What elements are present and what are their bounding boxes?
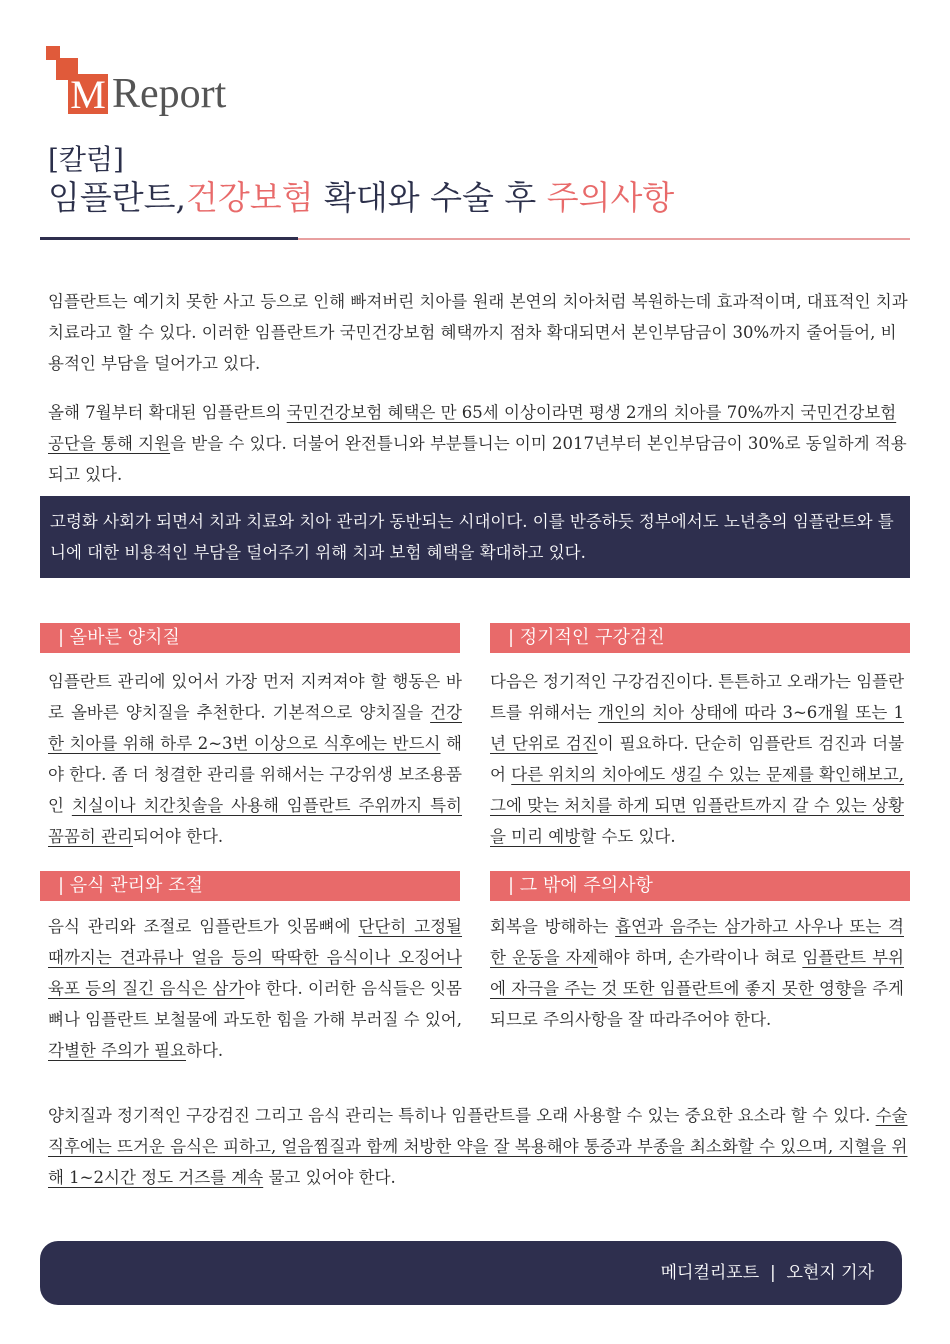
section-text: 해야 한다. 좀 더 청결한 관리를 위해서는 구강위생 보조용품인 <box>48 734 462 815</box>
title-highlight-2: 주의사항 <box>546 178 675 217</box>
closing-underlined: 수술 직후에는 뜨거운 음식은 피하고, 얼음찜질과 함께 처방한 약을 잘 복용해야 통증과 부종을 최소화할 수 있으며, 지혈을 위해 1~2시간 정도 거즈를 계속 <box>48 1106 908 1187</box>
intro-paragraph-2 <box>48 397 908 490</box>
section-heading-diet: | 음식 관리와 조절 <box>40 871 460 901</box>
section-heading-brushing: | 올바른 양치질 <box>40 623 460 653</box>
intro-p2-text-a: 올해 7월부터 확대된 임플란트의 <box>48 403 287 422</box>
callout-box: 고령화 사회가 되면서 치과 치료와 치아 관리가 동반되는 시대이다. 이를 반증하듯 정부에서도 노년층의 임플란트와 틀니에 대한 비용적인 부담을 덜어주기 위해 치과 보험 혜택을 확대하고 있다. <box>40 496 910 578</box>
section-body-diet <box>48 911 462 1066</box>
section-underlined: 치실이나 치간칫솔을 사용해 임플란트 주위까지 특히 꼼꼼히 관리 <box>48 796 462 846</box>
section-text: 야 한다. 이러한 음식들은 잇몸뼈나 임플란트 보철물에 과도한 힘을 가해 부러질 수 있어, <box>48 979 462 1029</box>
section-underlined: 개인의 치아 상태에 따라 3~6개월 또는 1년 단위로 검진 <box>490 703 904 753</box>
section-underlined: 흡연과 음주는 삼가하고 사우나 또는 격한 운동을 자제 <box>490 917 904 967</box>
article-category: [칼럼] <box>48 143 124 176</box>
section-underlined: 단단히 고정될 때까지는 견과류나 얼음 등의 딱딱한 음식이나 오징어나 육포 등의 질긴 음식은 삼가 <box>48 917 463 998</box>
section-underlined: 각별한 주의가 필요 <box>48 1041 187 1060</box>
section-underlined: 임플란트 부위에 자극을 주는 것 또한 임플란트에 좋지 못한 영향 <box>490 948 904 998</box>
section-text: 이 필요하다. 단순히 임플란트 검진과 더불어 <box>490 734 905 784</box>
section-body-other <box>490 911 904 1035</box>
section-text: 해야 하며, 손가락이나 혀로 <box>597 948 803 967</box>
section-body-checkup <box>490 666 904 852</box>
section-text: 되어야 한다. <box>132 827 224 846</box>
section-heading-other: | 그 밖에 주의사항 <box>490 871 910 901</box>
logo-wordmark: Report <box>112 71 227 117</box>
section-text: 임플란트 관리에 있어서 가장 먼저 지켜져야 할 행동은 바로 올바른 양치질을 추천한다. 기본적으로 양치질을 <box>48 672 462 722</box>
article-title <box>48 172 674 219</box>
byline-footer: 메디컬리포트 | 오현지 기자 <box>40 1241 902 1305</box>
section-underlined: 다른 위치의 치아에도 생길 수 있는 문제를 확인해보고, 그에 맞는 처치를 하게 되면 임플란트까지 갈 수 있는 상황을 미리 예방 <box>490 765 904 846</box>
title-rule-pink <box>298 238 910 240</box>
intro-paragraph-1: 임플란트는 예기치 못한 사고 등으로 인해 빠져버린 치아를 원래 본연의 치아처럼 복원하는데 효과적이며, 대표적인 치과 치료라고 할 수 있다. 이러한 임플란트가 국민건강보험 혜택까지 점차 확대되면서 본인부담금이 30%까지 줄어들어, 비용적인 부담을 덜어가고 있다. <box>48 292 908 373</box>
section-text: 다음은 정기적인 구강검진이다. 튼튼하고 오래가는 임플란트를 위해서는 <box>490 672 905 722</box>
section-text: 하다. <box>186 1041 224 1060</box>
section-heading-checkup: | 정기적인 구강검진 <box>490 623 910 653</box>
logo-m-box: M <box>68 74 108 114</box>
intro-p2-text-b: 을 받을 수 있다. 더불어 완전틀니와 부분틀니는 이미 2017년부터 본인부담금이 30%로 동일하게 적용되고 있다. <box>48 434 907 484</box>
closing-text-b: 물고 있어야 한다. <box>263 1168 396 1187</box>
section-text: 회복을 방해하는 <box>490 917 616 936</box>
section-text: 음식 관리와 조절로 임플란트가 잇몸뼈에 <box>48 917 359 936</box>
section-text: 할 수도 있다. <box>580 827 676 846</box>
mreport-logo <box>46 46 246 116</box>
title-rule-dark <box>40 237 298 240</box>
intro-p2-underlined: 국민건강보험 혜택은 만 65세 이상이라면 평생 2개의 치아를 70%까지 국민건강보험공단을 통해 지원 <box>48 403 897 453</box>
closing-text-a: 양치질과 정기적인 구강검진 그리고 음식 관리는 특히나 임플란트를 오래 사용할 수 있는 중요한 요소라 할 수 있다. <box>48 1106 876 1125</box>
section-body-brushing <box>48 666 462 852</box>
title-part-1: 임플란트, <box>48 178 187 217</box>
title-highlight-1: 건강보험 <box>186 178 314 217</box>
section-text: 을 주게 되므로 주의사항을 잘 따라주어야 한다. <box>490 979 904 1029</box>
section-underlined: 건강한 치아를 위해 하루 2~3번 이상으로 식후에는 반드시 <box>48 703 462 753</box>
title-part-3: 확대와 수술 후 <box>313 178 547 217</box>
closing-paragraph <box>48 1100 908 1193</box>
